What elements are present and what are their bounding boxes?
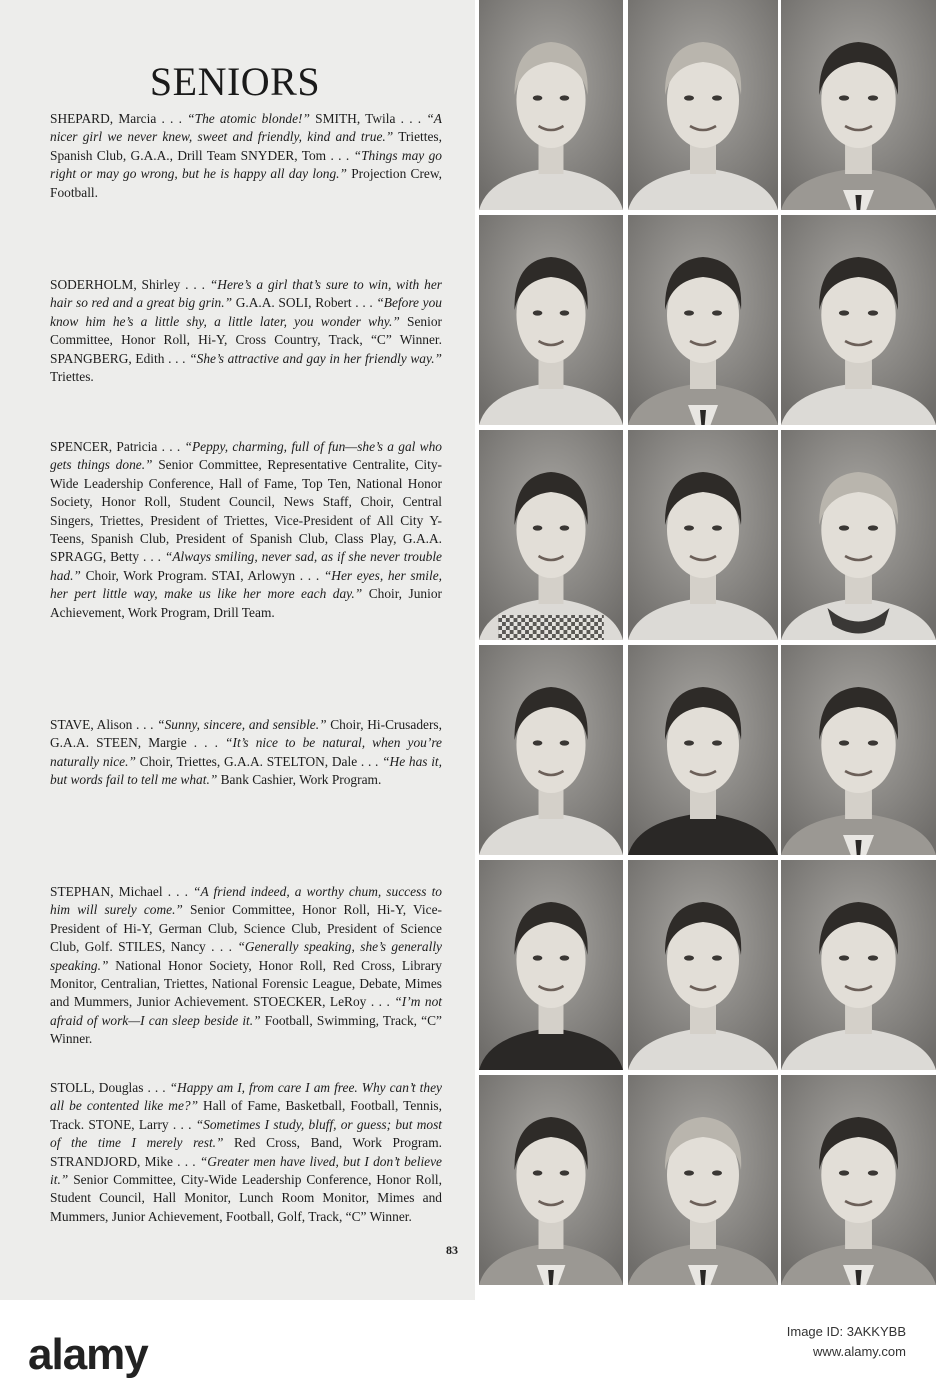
entry-quote: “A friend indeed, a worthy chum, success to him will surely come.”: [50, 884, 442, 918]
senior-portrait: [781, 215, 936, 425]
alamy-logo: alamy: [28, 1330, 148, 1379]
entry-text: SHEPARD, Marcia . . .: [50, 111, 188, 126]
entry-quote: “Before you know him he’s a little shy, a little later, you wonder why.”: [50, 295, 442, 329]
entry-quote: “The atomic blonde!”: [187, 111, 310, 126]
entry-quote: “Things may go right or may go wrong, but he is happy all day long.”: [50, 147, 443, 182]
entry-text: National Honor Society, Honor Roll, Red Cross, Library Monitor, Centralian, Triettes, National Forensic League, Debate, Mimes and Mummers, Junior Achievement. STOECKER, LeRoy . . .: [50, 957, 442, 1010]
entry-quote: “He has it, but words fail to tell me what.”: [50, 753, 443, 788]
senior-portrait: [479, 645, 623, 855]
entry-text: Choir, Work Program. STAI, Arlowyn . . .: [80, 567, 324, 583]
senior-portrait: [479, 215, 623, 425]
senior-entry-6: [50, 1079, 442, 1226]
page-number: 83: [446, 1243, 458, 1257]
senior-portrait: [628, 645, 778, 855]
entry-text: SPENCER, Patricia . . .: [50, 439, 185, 454]
senior-portrait: [628, 860, 778, 1070]
portrait-grid: [475, 0, 940, 1300]
watermark-footer: [0, 1300, 940, 1390]
entry-text: Red Cross, Band, Work Program. STRANDJORD, Mike . . .: [50, 1135, 442, 1169]
entry-text: SODERHOLM, Shirley . . .: [50, 277, 210, 292]
entry-text: Football, Swimming, Track, “C” Winner.: [50, 1012, 442, 1047]
image-id: Image ID: 3AKKYBB: [786, 1324, 906, 1339]
senior-entry-1: [50, 110, 442, 202]
image-id-block: [787, 1322, 906, 1362]
senior-portrait: [628, 430, 778, 640]
entry-text: STOLL, Douglas . . .: [50, 1080, 170, 1095]
senior-portrait: [479, 0, 623, 210]
entry-quote: “Her eyes, her smile, her pert little way, make us like her more each day.”: [50, 567, 442, 602]
entry-text: Senior Committee, Honor Roll, Hi-Y, Vice-President of Hi-Y, German Club, Science Club, President of Science Club, Golf. STILES, Nancy . . .: [50, 902, 442, 955]
site-url: www.alamy.com: [813, 1344, 906, 1359]
entry-quote: “Peppy, charming, full of fun—she’s a gal who gets things done.”: [50, 439, 442, 473]
entry-text: Senior Committee, Honor Roll, Hi-Y, Cross Country, Track, “C” Winner. SPANGBERG, Edith . . .: [50, 313, 442, 366]
senior-portrait: [479, 1075, 623, 1285]
entry-quote: “She’s attractive and gay in her friendly way.”: [189, 350, 443, 366]
senior-entry-4: [50, 716, 442, 790]
entry-text: Projection Crew, Football.: [50, 166, 443, 200]
entry-text: SMITH, Twila . . .: [309, 111, 427, 126]
entry-text: Choir, Junior Achievement, Work Program, Drill Team.: [50, 586, 442, 620]
senior-entry-5: [50, 883, 442, 1049]
senior-portrait: [781, 1075, 936, 1285]
entry-quote: “It’s nice to be natural, when you’re naturally nice.”: [50, 735, 442, 769]
entry-text: Choir, Triettes, G.A.A. STELTON, Dale . . .: [135, 753, 383, 769]
entry-text: Choir, Hi-Crusaders, G.A.A. STEEN, Margie . . .: [50, 717, 442, 751]
senior-portrait: [781, 430, 936, 640]
senior-portrait: [628, 1075, 778, 1285]
entry-quote: “Happy am I, from care I am free. Why can’t they all be contented like me?”: [50, 1080, 442, 1114]
senior-portrait: [781, 860, 936, 1070]
entry-text: Senior Committee, City-Wide Leadership Conference, Honor Roll, Student Council, Hall Monitor, Lunch Room Monitor, Mimes and Mummers, Junior Achievement, Football, Golf, Track, “C” Winner.: [50, 1172, 442, 1224]
senior-portrait: [479, 860, 623, 1070]
entry-quote: “I’m not afraid of work—I can sleep beside it.”: [50, 994, 442, 1028]
entry-text: Hall of Fame, Basketball, Football, Tennis, Track. STONE, Larry . . .: [50, 1098, 442, 1132]
entry-quote: “A nicer girl we never knew, sweet and friendly, kind and true.”: [50, 111, 442, 145]
entry-text: STEPHAN, Michael . . .: [50, 884, 194, 899]
entry-quote: “Sunny, sincere, and sensible.”: [157, 717, 327, 732]
senior-entry-3: [50, 438, 442, 622]
senior-portrait: [781, 0, 936, 210]
senior-portrait: [781, 645, 936, 855]
entry-text: G.A.A. SOLI, Robert . . .: [232, 295, 377, 311]
senior-portrait: [628, 0, 778, 210]
entry-quote: “Here’s a girl that’s sure to win, with her hair so red and a great big grin.”: [50, 277, 442, 311]
entry-text: Triettes.: [50, 369, 94, 385]
page-title: SENIORS: [149, 59, 321, 104]
entry-quote: “Greater men have lived, but I don’t believe it.”: [50, 1153, 442, 1188]
senior-portrait: [479, 430, 623, 640]
entry-text: STAVE, Alison . . .: [50, 717, 158, 732]
entry-text: Bank Cashier, Work Program.: [217, 772, 382, 788]
entry-text: Senior Committee, Representative Centralite, City-Wide Leadership Conference, Hall of Fame, Top Ten, National Honor Society, Honor Roll, Student Council, News Staff, Choir, Central Singers, Triettes, President of Triettes, Vice-President of All City Y-Teens, Spanish Club, President of Spanish Club, Class Play, G.A.A. SPRAGG, Betty . . .: [50, 457, 443, 565]
senior-entry-2: [50, 276, 442, 386]
entry-text: Triettes, Spanish Club, G.A.A., Drill Team SNYDER, Tom . . .: [50, 129, 442, 163]
senior-portrait: [628, 215, 778, 425]
entry-quote: “Sometimes I study, bluff, or guess; but most of the time I merely rest.”: [50, 1116, 443, 1151]
entry-quote: “Generally speaking, she’s generally speaking.”: [50, 939, 443, 973]
entry-quote: “Always smiling, never sad, as if she never trouble had.”: [50, 549, 442, 583]
